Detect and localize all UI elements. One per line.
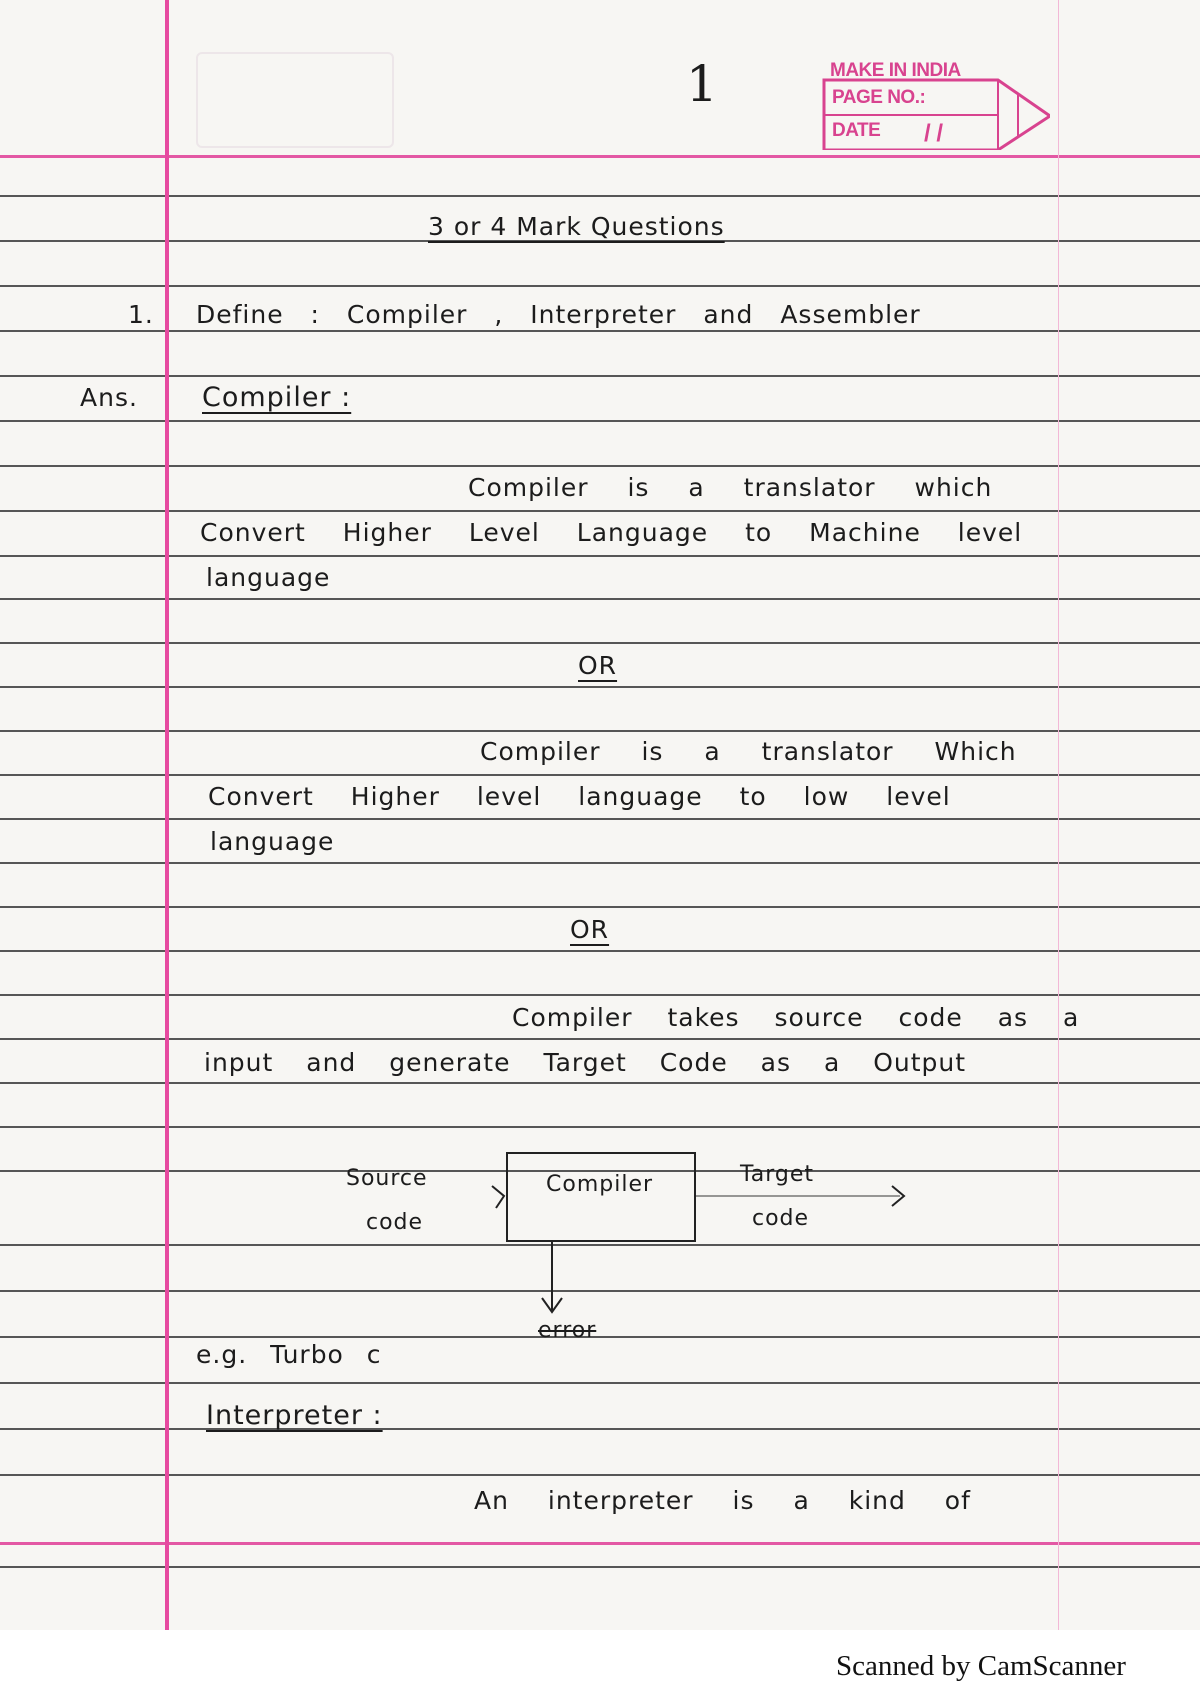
compiler-def1-line3: language — [206, 563, 331, 592]
page-number: 1 — [686, 55, 719, 113]
compiler-def2-line2: Convert Higher level language to low level — [208, 782, 951, 811]
or-separator-2: OR — [570, 915, 610, 944]
page-title: 3 or 4 Mark Questions — [428, 212, 725, 241]
compiler-heading: Compiler : — [202, 382, 352, 413]
compiler-def2-line3: language — [210, 827, 335, 856]
interpreter-def-line1: An interpreter is a kind of — [474, 1486, 971, 1515]
input-arrow-icon — [492, 1186, 504, 1208]
stamp-date-label: DATE — [832, 120, 881, 141]
compiler-def1-line1: Compiler is a translator which — [468, 473, 993, 502]
diagram-target-label: Target — [740, 1162, 815, 1187]
diagram-error-label: error — [538, 1318, 597, 1343]
interpreter-heading: Interpreter : — [206, 1400, 383, 1431]
stamp-brand: MAKE IN INDIA — [830, 60, 961, 81]
compiler-def1-line2: Convert Higher Level Language to Machine level — [200, 518, 1023, 547]
question-number: 1. — [128, 300, 154, 329]
compiler-def3-line1: Compiler takes source code as a — [512, 1003, 1080, 1032]
compiler-def2-line1: Compiler is a translator Which — [480, 737, 1017, 766]
compiler-def3-line2: input and generate Target Code as a Output — [204, 1048, 967, 1077]
diagram-compiler-label: Compiler — [546, 1172, 654, 1197]
stamp-date-value: / / — [924, 120, 943, 147]
question-text: Define : Compiler , Interpreter and Assembler — [196, 300, 921, 329]
diagram-source-label-2: code — [366, 1210, 424, 1235]
stamp-page-no-label: PAGE NO.: — [832, 87, 926, 108]
scanner-watermark: Scanned by CamScanner — [836, 1650, 1126, 1682]
diagram-target-label-2: code — [752, 1206, 810, 1231]
answer-label: Ans. — [80, 383, 138, 412]
diagram-source-label: Source — [346, 1166, 428, 1191]
or-separator-1: OR — [578, 651, 618, 680]
example-text: e.g. Turbo c — [196, 1340, 382, 1369]
